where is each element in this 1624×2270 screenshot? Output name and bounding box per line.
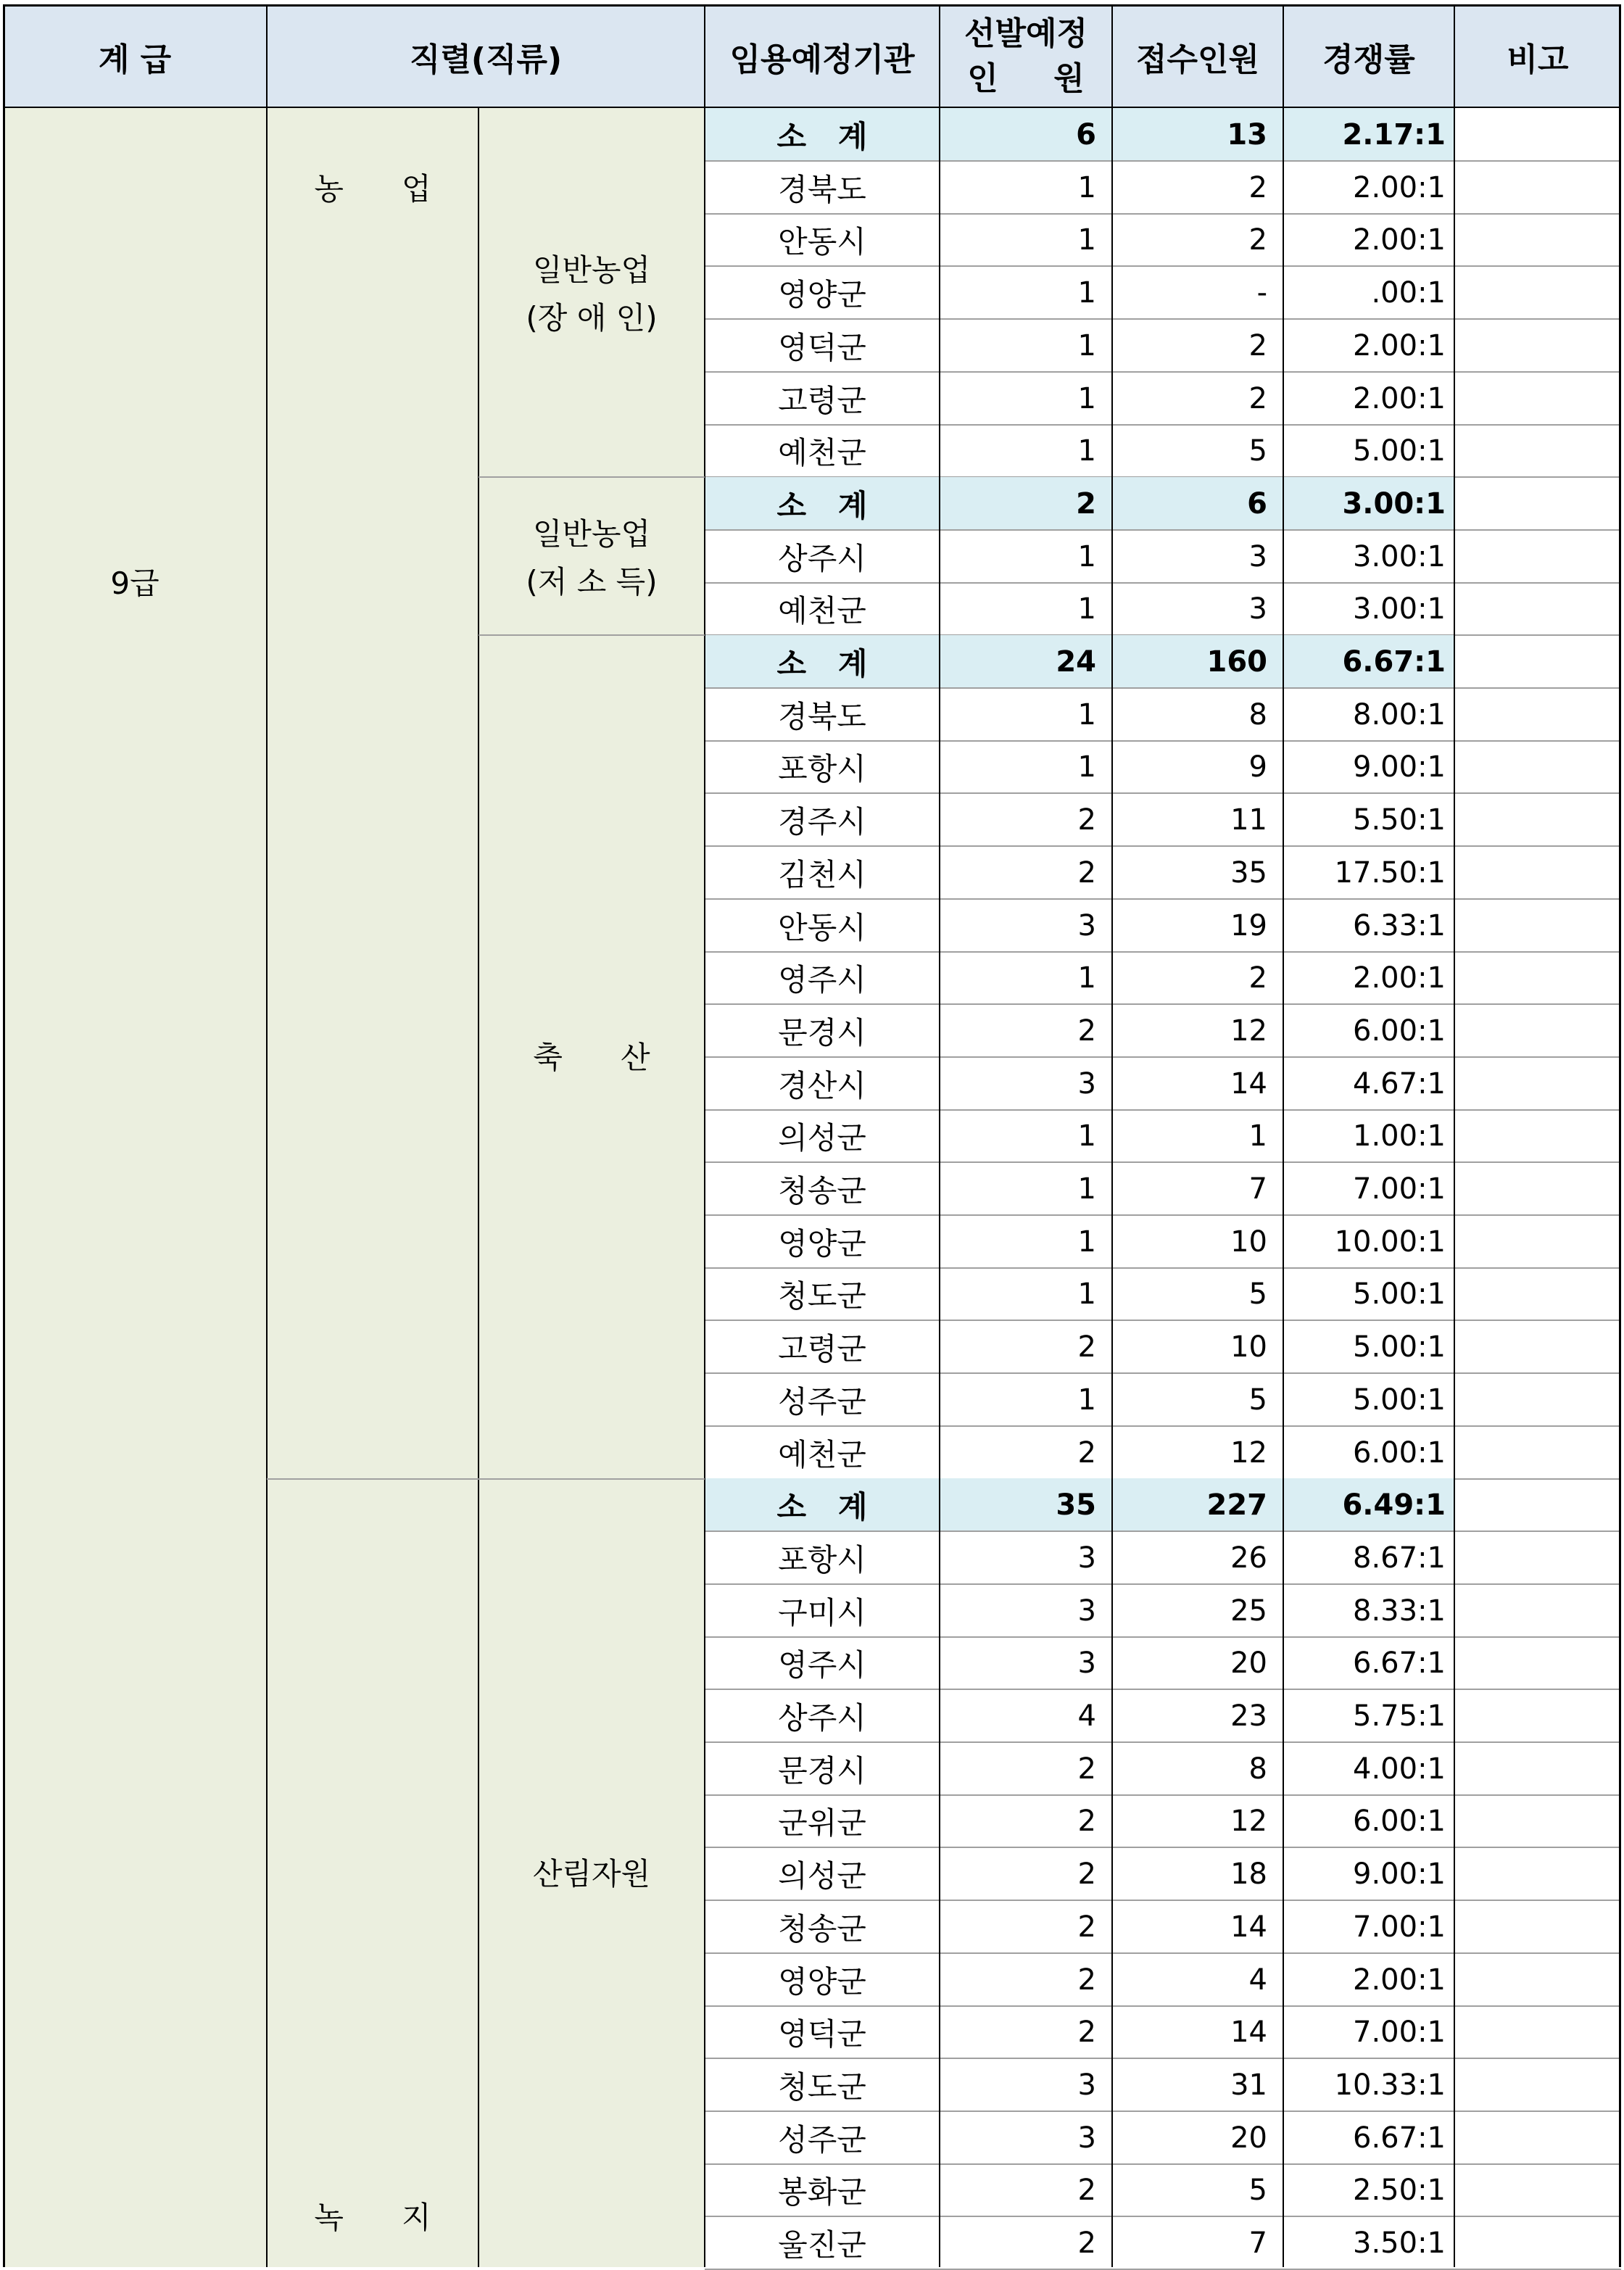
subtotal-row xyxy=(3,635,1621,687)
cell-org: 영양군 xyxy=(778,1225,866,1262)
subtotal-row xyxy=(3,1478,1621,1530)
subgroup-forest: 산림자원 xyxy=(532,1856,651,1892)
cell-org: 고령군 xyxy=(778,1330,866,1367)
cell-ratio: .00:1 xyxy=(1371,276,1446,310)
table-row xyxy=(3,1689,1621,1741)
cell-planned: 3 xyxy=(1077,2068,1096,2102)
cell-planned: 2 xyxy=(1077,803,1096,837)
cell-org: 영덕군 xyxy=(778,2016,866,2052)
table-row xyxy=(3,1373,1621,1425)
cell-planned: 2 xyxy=(1077,1330,1096,1364)
cell-note xyxy=(1454,951,1621,1004)
cell-planned: 1 xyxy=(1077,1172,1096,1206)
table-row xyxy=(3,740,1621,792)
cell-ratio: 2.17:1 xyxy=(1283,108,1454,161)
cell-note xyxy=(1454,530,1621,583)
cell-applicants: 5 xyxy=(1248,2173,1267,2207)
cell-planned: 1 xyxy=(1077,170,1096,204)
cell-note xyxy=(1454,1109,1621,1162)
cell-planned: 3 xyxy=(1077,1066,1096,1101)
cell-note xyxy=(1454,688,1621,741)
header-series: 직렬(직류) xyxy=(409,41,563,78)
cell-org: 소 계 xyxy=(705,635,940,688)
cell-planned: 2 xyxy=(1077,1857,1096,1891)
header-grade: 계 급 xyxy=(98,41,172,78)
subgroup-disabled-line1: 일반농업 xyxy=(532,252,651,288)
cell-applicants: 227 xyxy=(1112,1478,1283,1531)
cell-ratio: 8.00:1 xyxy=(1353,697,1446,732)
cell-org: 영주시 xyxy=(778,961,866,998)
cell-planned: 3 xyxy=(1077,2121,1096,2155)
subgroup-livestock: 축 산 xyxy=(533,1040,650,1075)
table-row xyxy=(3,2005,1621,2058)
header-planned xyxy=(940,4,1112,108)
divider-series xyxy=(704,4,705,2267)
cell-applicants: 8 xyxy=(1248,1752,1267,1786)
cell-ratio: 5.00:1 xyxy=(1353,1330,1446,1364)
cell-ratio: 5.50:1 xyxy=(1353,803,1446,837)
cell-org: 예천군 xyxy=(778,434,866,471)
left-border xyxy=(3,4,5,2267)
cell-ratio: 3.00:1 xyxy=(1353,539,1446,573)
cell-ratio: 6.00:1 xyxy=(1353,1436,1446,1470)
cell-ratio: 3.00:1 xyxy=(1353,592,1446,626)
cell-note xyxy=(1454,1742,1621,1795)
divider-grade xyxy=(266,4,268,2267)
cell-note xyxy=(1454,846,1621,899)
cell-org: 김천시 xyxy=(778,856,866,892)
cell-ratio: 5.00:1 xyxy=(1353,1383,1446,1417)
table-row xyxy=(3,793,1621,845)
cell-note xyxy=(1454,2058,1621,2111)
table-row xyxy=(3,2163,1621,2216)
cell-applicants: 13 xyxy=(1112,108,1283,161)
table-row xyxy=(3,1531,1621,1583)
table-row xyxy=(3,266,1621,318)
right-border xyxy=(1619,4,1621,2267)
cell-applicants: 12 xyxy=(1230,1436,1267,1470)
subtotal-row xyxy=(3,477,1621,529)
cell-applicants: 20 xyxy=(1230,2121,1267,2155)
table-row xyxy=(3,951,1621,1003)
cell-planned: 2 xyxy=(940,477,1112,530)
cell-note xyxy=(1454,635,1621,688)
cell-applicants: 25 xyxy=(1230,1594,1267,1628)
cell-org: 청도군 xyxy=(778,1277,866,1314)
cell-ratio: 8.33:1 xyxy=(1353,1594,1446,1628)
cell-ratio: 2.00:1 xyxy=(1353,170,1446,204)
cell-note xyxy=(1454,1478,1621,1531)
table-row xyxy=(3,1953,1621,2005)
cell-note xyxy=(1454,1267,1621,1320)
cell-applicants: 4 xyxy=(1248,1963,1267,1997)
cell-ratio: 7.00:1 xyxy=(1353,2015,1446,2049)
cell-planned: 2 xyxy=(1077,1963,1096,1997)
cell-planned: 2 xyxy=(1077,2173,1096,2207)
cell-org: 영주시 xyxy=(778,1646,866,1683)
cell-note xyxy=(1454,1794,1621,1847)
cell-planned: 2 xyxy=(1077,1014,1096,1048)
cell-note xyxy=(1454,1320,1621,1373)
cell-applicants: 26 xyxy=(1230,1541,1267,1575)
divider-subgroup xyxy=(478,108,479,2267)
table-row xyxy=(3,1584,1621,1636)
divider-applicants xyxy=(1283,4,1284,2267)
cell-planned: 1 xyxy=(1077,961,1096,995)
cell-ratio: 2.00:1 xyxy=(1353,1963,1446,1997)
cell-org: 경주시 xyxy=(778,803,866,840)
cell-org: 청송군 xyxy=(778,1172,866,1209)
table-row xyxy=(3,1320,1621,1372)
cell-applicants: 3 xyxy=(1248,539,1267,573)
table-row xyxy=(3,2216,1621,2269)
series-separator xyxy=(267,1478,705,1480)
cell-ratio: 6.00:1 xyxy=(1353,1014,1446,1048)
cell-note xyxy=(1454,1900,1621,1953)
cell-note xyxy=(1454,2163,1621,2216)
table-row xyxy=(3,1162,1621,1214)
cell-org: 상주시 xyxy=(778,1699,866,1736)
cell-applicants: 14 xyxy=(1230,1910,1267,1944)
cell-ratio: 17.50:1 xyxy=(1334,856,1446,890)
cell-ratio: 6.67:1 xyxy=(1353,2121,1446,2155)
cell-note xyxy=(1454,477,1621,530)
cell-planned: 35 xyxy=(940,1478,1112,1531)
cell-org: 경북도 xyxy=(778,171,866,207)
cell-note xyxy=(1454,793,1621,846)
cell-note xyxy=(1454,108,1621,161)
header-applicants: 접수인원 xyxy=(1135,41,1259,78)
cell-planned: 3 xyxy=(1077,1541,1096,1575)
cell-applicants: 2 xyxy=(1248,381,1267,415)
table-row xyxy=(3,1900,1621,1952)
cell-applicants: 20 xyxy=(1230,1646,1267,1680)
cell-ratio: 3.00:1 xyxy=(1283,477,1454,530)
cell-ratio: 5.00:1 xyxy=(1353,434,1446,468)
cell-planned: 2 xyxy=(1077,2226,1096,2260)
cell-org: 포항시 xyxy=(778,1541,866,1578)
cell-note xyxy=(1454,372,1621,425)
cell-ratio: 6.00:1 xyxy=(1353,1804,1446,1838)
cell-applicants: 10 xyxy=(1230,1225,1267,1259)
table-row xyxy=(3,1267,1621,1320)
header-ratio: 경쟁률 xyxy=(1322,41,1415,78)
cell-note xyxy=(1454,1689,1621,1742)
cell-applicants: 12 xyxy=(1230,1804,1267,1838)
cell-ratio: 10.33:1 xyxy=(1334,2068,1446,2102)
cell-note xyxy=(1454,2005,1621,2058)
top-border xyxy=(3,4,1621,7)
cell-note xyxy=(1454,1847,1621,1900)
cell-applicants: 2 xyxy=(1248,223,1267,257)
table-row xyxy=(3,1109,1621,1161)
cell-org: 청송군 xyxy=(778,1910,866,1947)
subgroup-disabled-line2: (장 애 인) xyxy=(526,300,658,336)
cell-applicants: 19 xyxy=(1230,908,1267,943)
table-row xyxy=(3,2111,1621,2163)
cell-applicants: 3 xyxy=(1248,592,1267,626)
cell-note xyxy=(1454,582,1621,635)
cell-note xyxy=(1454,1004,1621,1057)
cell-applicants: 9 xyxy=(1248,750,1267,784)
cell-planned: 2 xyxy=(1077,856,1096,890)
cell-org: 경북도 xyxy=(778,698,866,734)
cell-planned: 2 xyxy=(1077,1910,1096,1944)
cell-planned: 2 xyxy=(1077,1436,1096,1470)
series-greenery: 녹 지 xyxy=(314,2200,431,2235)
cell-planned: 1 xyxy=(1077,697,1096,732)
cell-applicants: 160 xyxy=(1112,635,1283,688)
cell-org: 고령군 xyxy=(778,382,866,418)
table-row xyxy=(3,1794,1621,1847)
cell-applicants: 7 xyxy=(1248,1172,1267,1206)
cell-org: 상주시 xyxy=(778,540,866,576)
subgroup-separator xyxy=(478,634,705,636)
cell-ratio: 7.00:1 xyxy=(1353,1910,1446,1944)
cell-applicants: 7 xyxy=(1248,2226,1267,2260)
cell-planned: 1 xyxy=(1077,1277,1096,1311)
cell-org: 소 계 xyxy=(705,1478,940,1531)
table-row xyxy=(3,1057,1621,1109)
cell-note xyxy=(1454,2111,1621,2164)
cell-planned: 24 xyxy=(940,635,1112,688)
cell-ratio: 1.00:1 xyxy=(1353,1119,1446,1153)
cell-org: 성주군 xyxy=(778,1383,866,1420)
cell-planned: 1 xyxy=(1077,381,1096,415)
table-row xyxy=(3,213,1621,265)
cell-note xyxy=(1454,161,1621,214)
cell-note xyxy=(1454,1953,1621,2006)
cell-org: 문경시 xyxy=(778,1014,866,1051)
table-row xyxy=(3,161,1621,213)
cell-ratio: 9.00:1 xyxy=(1353,750,1446,784)
cell-planned: 3 xyxy=(1077,1646,1096,1680)
cell-org: 영양군 xyxy=(778,1963,866,2000)
cell-applicants: 8 xyxy=(1248,697,1267,732)
cell-ratio: 2.00:1 xyxy=(1353,381,1446,415)
table-row xyxy=(3,1426,1621,1478)
table-row xyxy=(3,1004,1621,1056)
divider-planned xyxy=(1111,4,1113,2267)
cell-ratio: 4.67:1 xyxy=(1353,1066,1446,1101)
cell-org: 영덕군 xyxy=(778,329,866,365)
cell-planned: 2 xyxy=(1077,2015,1096,2049)
cell-org: 경산시 xyxy=(778,1067,866,1103)
table-row xyxy=(3,319,1621,371)
table-header xyxy=(3,4,1621,108)
cell-planned: 1 xyxy=(1077,434,1096,468)
grade-label: 9급 xyxy=(110,566,160,601)
cell-org: 영양군 xyxy=(778,276,866,312)
cell-ratio: 3.50:1 xyxy=(1353,2226,1446,2260)
cell-org: 청도군 xyxy=(778,2068,866,2105)
cell-note xyxy=(1454,266,1621,319)
cell-planned: 1 xyxy=(1077,276,1096,310)
cell-note xyxy=(1454,213,1621,266)
cell-org: 소 계 xyxy=(705,108,940,161)
cell-applicants: 14 xyxy=(1230,2015,1267,2049)
cell-note xyxy=(1454,1584,1621,1637)
cell-ratio: 7.00:1 xyxy=(1353,1172,1446,1206)
table-row xyxy=(3,424,1621,476)
cell-org: 예천군 xyxy=(778,592,866,629)
cell-applicants: 2 xyxy=(1248,961,1267,995)
cell-applicants: 5 xyxy=(1248,1277,1267,1311)
table-row xyxy=(3,846,1621,898)
table-row xyxy=(3,1636,1621,1689)
cell-planned: 1 xyxy=(1077,750,1096,784)
cell-note xyxy=(1454,1373,1621,1426)
cell-ratio: 4.00:1 xyxy=(1353,1752,1446,1786)
cell-note xyxy=(1454,1215,1621,1268)
cell-applicants: 2 xyxy=(1248,328,1267,363)
cell-planned: 1 xyxy=(1077,1225,1096,1259)
cell-applicants: 6 xyxy=(1112,477,1283,530)
subgroup-separator xyxy=(478,476,705,478)
cell-note xyxy=(1454,319,1621,372)
cell-planned: 6 xyxy=(940,108,1112,161)
cell-ratio: 10.00:1 xyxy=(1334,1225,1446,1259)
cell-note xyxy=(1454,1162,1621,1215)
cell-applicants: 35 xyxy=(1230,856,1267,890)
cell-planned: 1 xyxy=(1077,328,1096,363)
cell-planned: 1 xyxy=(1077,1383,1096,1417)
cell-ratio: 2.00:1 xyxy=(1353,961,1446,995)
cell-planned: 1 xyxy=(1077,1119,1096,1153)
cell-applicants: 18 xyxy=(1230,1857,1267,1891)
table-row xyxy=(3,1742,1621,1794)
cell-applicants: 11 xyxy=(1230,803,1267,837)
cell-note xyxy=(1454,899,1621,952)
cell-ratio: 5.75:1 xyxy=(1353,1699,1446,1733)
cell-ratio: 2.50:1 xyxy=(1353,2173,1446,2207)
cell-applicants: 2 xyxy=(1248,170,1267,204)
cell-ratio: 2.00:1 xyxy=(1353,223,1446,257)
cell-org: 군위군 xyxy=(778,1805,866,1841)
cell-ratio: 2.00:1 xyxy=(1353,328,1446,363)
cell-note xyxy=(1454,424,1621,477)
cell-note xyxy=(1454,1057,1621,1110)
divider-ratio xyxy=(1454,4,1455,2267)
cell-note xyxy=(1454,1531,1621,1584)
cell-ratio: 5.00:1 xyxy=(1353,1277,1446,1311)
cell-org: 예천군 xyxy=(778,1436,866,1472)
header-org: 임용예정기관 xyxy=(729,41,915,78)
cell-org: 구미시 xyxy=(778,1594,866,1631)
cell-planned: 1 xyxy=(1077,539,1096,573)
header-planned-line2: 인 원 xyxy=(967,59,1085,97)
subgroup-lowincome-line1: 일반농업 xyxy=(532,516,651,552)
subgroup-lowincome-line2: (저 소 득) xyxy=(526,564,658,600)
series-agriculture: 농 업 xyxy=(314,171,431,207)
cell-note xyxy=(1454,1636,1621,1689)
cell-org: 성주군 xyxy=(778,2121,866,2158)
cell-org: 의성군 xyxy=(778,1857,866,1894)
table-row xyxy=(3,688,1621,740)
cell-planned: 2 xyxy=(1077,1752,1096,1786)
cell-planned: 1 xyxy=(1077,592,1096,626)
cell-applicants: - xyxy=(1256,276,1267,310)
cell-planned: 4 xyxy=(1077,1699,1096,1733)
cell-ratio: 8.67:1 xyxy=(1353,1541,1446,1575)
table-row xyxy=(3,530,1621,582)
divider-org xyxy=(939,4,940,2267)
cell-ratio: 6.49:1 xyxy=(1283,1478,1454,1531)
cell-note xyxy=(1454,740,1621,793)
cell-ratio: 6.33:1 xyxy=(1353,908,1446,943)
cell-org: 봉화군 xyxy=(778,2174,866,2210)
cell-org: 문경시 xyxy=(778,1752,866,1789)
table-row xyxy=(3,899,1621,951)
cell-applicants: 10 xyxy=(1230,1330,1267,1364)
table-row xyxy=(3,372,1621,424)
header-planned-line1: 선발예정 xyxy=(964,15,1088,52)
cell-applicants: 1 xyxy=(1248,1119,1267,1153)
table-row xyxy=(3,1847,1621,1900)
cell-org: 소 계 xyxy=(705,477,940,530)
cell-ratio: 9.00:1 xyxy=(1353,1857,1446,1891)
cell-planned: 3 xyxy=(1077,908,1096,943)
cell-applicants: 23 xyxy=(1230,1699,1267,1733)
cell-applicants: 5 xyxy=(1248,434,1267,468)
cell-org: 안동시 xyxy=(778,909,866,945)
cell-note xyxy=(1454,1426,1621,1479)
table-row xyxy=(3,582,1621,634)
cell-note xyxy=(1454,2216,1621,2269)
cell-planned: 1 xyxy=(1077,223,1096,257)
cell-applicants: 14 xyxy=(1230,1066,1267,1101)
table-row xyxy=(3,1215,1621,1267)
header-note: 비고 xyxy=(1507,41,1569,78)
cell-applicants: 31 xyxy=(1230,2068,1267,2102)
cell-planned: 2 xyxy=(1077,1804,1096,1838)
cell-ratio: 6.67:1 xyxy=(1283,635,1454,688)
cell-applicants: 12 xyxy=(1230,1014,1267,1048)
cell-planned: 3 xyxy=(1077,1594,1096,1628)
cell-applicants: 5 xyxy=(1248,1383,1267,1417)
cell-org: 의성군 xyxy=(778,1119,866,1156)
cell-ratio: 6.67:1 xyxy=(1353,1646,1446,1680)
cell-org: 포항시 xyxy=(778,750,866,787)
table-row xyxy=(3,2058,1621,2110)
cell-org: 울진군 xyxy=(778,2226,866,2263)
header-bottom-border xyxy=(3,107,1621,108)
cell-org: 안동시 xyxy=(778,223,866,260)
subtotal-row xyxy=(3,108,1621,160)
